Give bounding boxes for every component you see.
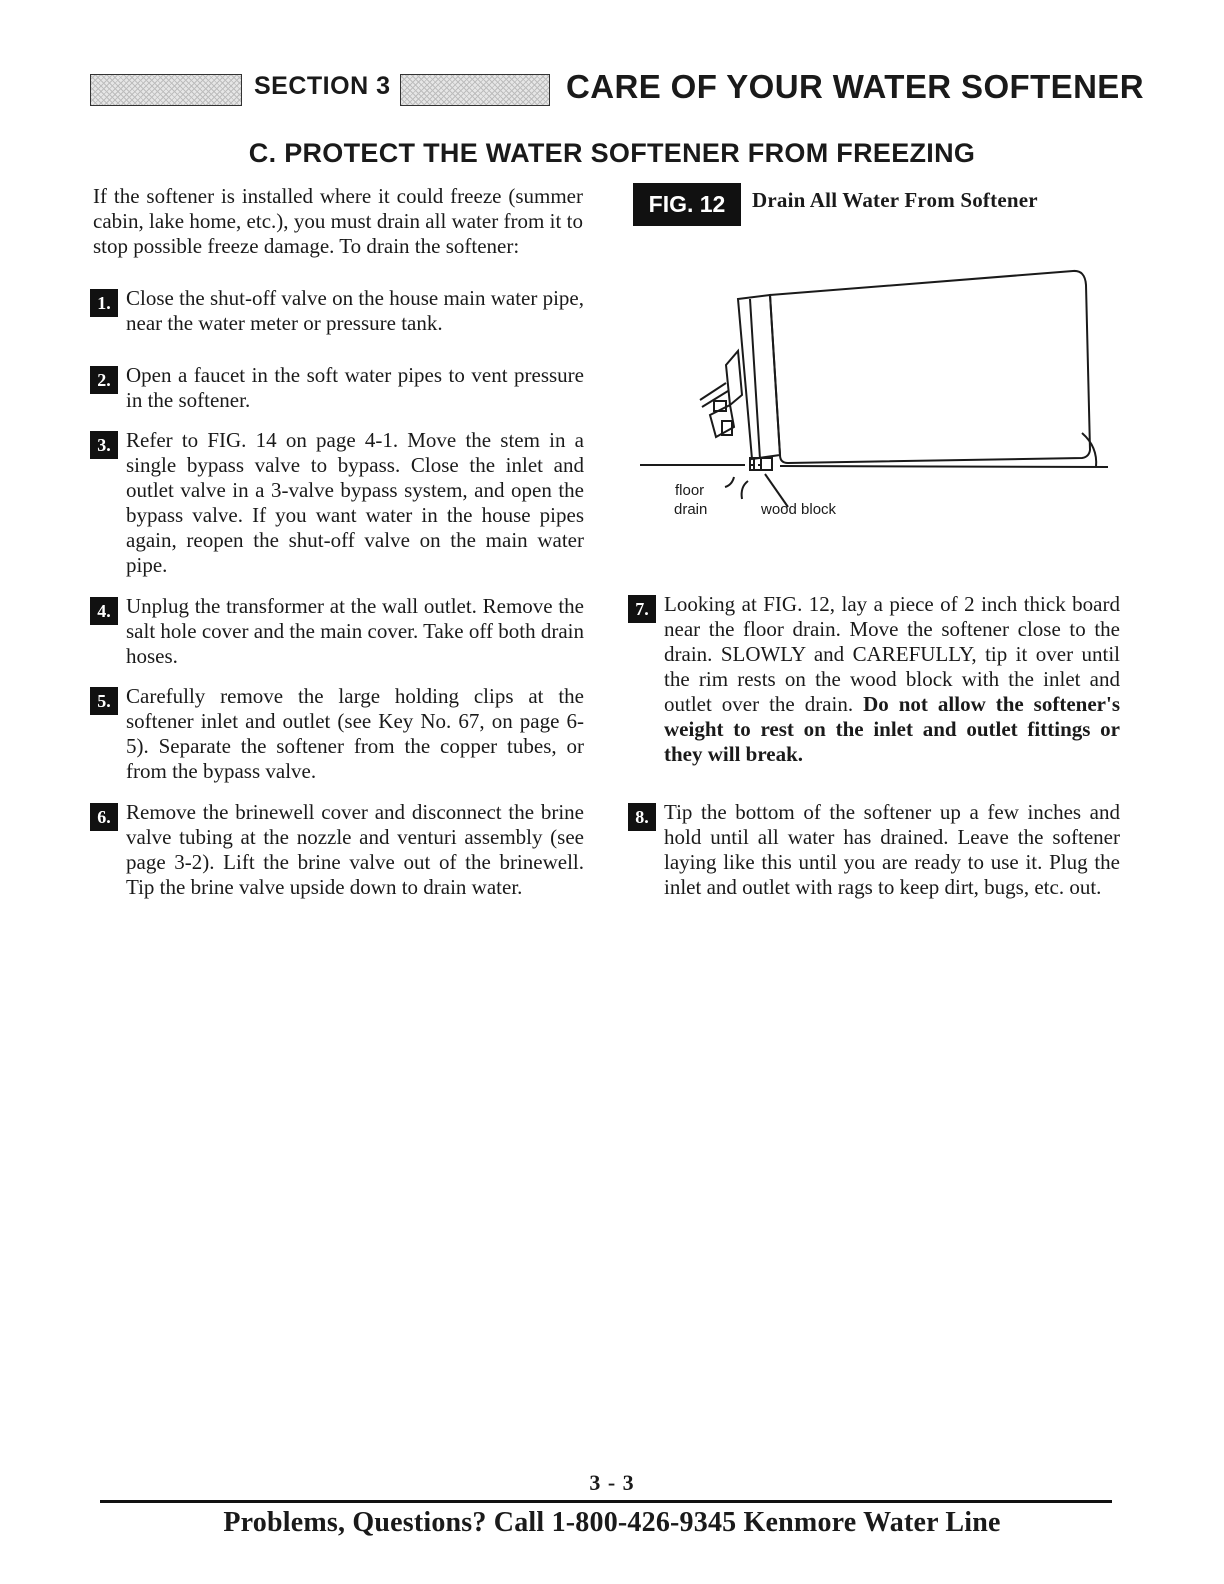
step-number: 6. — [90, 803, 118, 831]
step-number: 2. — [90, 366, 118, 394]
step-text: Refer to FIG. 14 on page 4-1. Move the stem in a single bypass valve to bypass. Close the inlet and outlet valve in a 3-valve bypass system, and open the bypass valve. If you want water in the house pipes again, reopen the shut-off valve on the main water pipe. — [126, 428, 584, 577]
intro-paragraph: If the softener is installed where it could freeze (summer cabin, lake home, etc.), you must drain all water from it to stop possible freeze damage. To drain the softener: — [93, 184, 583, 258]
step-number: 7. — [628, 595, 656, 623]
step-number: 1. — [90, 289, 118, 317]
step-text: Open a faucet in the soft water pipes to vent pressure in the softener. — [126, 363, 584, 412]
softener-tank — [770, 271, 1090, 463]
step-text: Carefully remove the large holding clips at the softener inlet and outlet (see Key No. 67, on page 6-5). Separate the softener from the copper tubes, or from the bypass valve. — [126, 684, 584, 783]
step-number: 5. — [90, 687, 118, 715]
step-number: 8. — [628, 803, 656, 831]
header-hatch-left — [90, 74, 242, 106]
drain-label: drain — [674, 501, 708, 518]
page-title: CARE OF YOUR WATER SOFTENER — [566, 68, 1144, 105]
step-text: Unplug the transformer at the wall outlet. Remove the salt hole cover and the main cover. Take off both drain hoses. — [126, 594, 584, 668]
section-label: SECTION 3 — [254, 72, 391, 100]
step-7-text: Looking at FIG. 12, lay a piece of 2 inch thick board near the floor drain. Move the softener close to the drain. SLOWLY and CAREFULLY, tip it over until the rim rests on the wood block with the inlet and outlet over the drain. — [664, 592, 1120, 716]
step-number: 4. — [90, 597, 118, 625]
header-hatch-right — [400, 74, 550, 106]
figure-badge: FIG. 12 — [633, 183, 741, 226]
softener-draining-diagram — [630, 255, 1130, 535]
subsection-heading: C. PROTECT THE WATER SOFTENER FROM FREEZING — [248, 138, 976, 168]
footer-help-line: Problems, Questions? Call 1-800-426-9345 Kenmore Water Line — [223, 1507, 1001, 1538]
section-header — [90, 66, 1144, 112]
wood-block-label: wood block — [761, 501, 837, 518]
floor-label: floor — [675, 482, 705, 499]
step-text: Close the shut-off valve on the house main water pipe, near the water meter or pressure tank. — [126, 286, 585, 335]
step-text: Remove the brinewell cover and disconnect the brine valve tubing at the nozzle and venturi assembly (see page 3-2). Lift the brine valve out of the brinewell. Tip the brine valve upside down to drain water. — [126, 800, 584, 899]
floor-line-right — [780, 466, 1108, 467]
step-text: Tip the bottom of the softener up a few inches and hold until all water has drained. Leave the softener laying like this until you are ready to use it. Plug the inlet and outlet with rags to keep dirt, bugs, etc. out. — [664, 800, 1120, 899]
step-number: 3. — [90, 431, 118, 459]
step-7-warning: Do not allow the softener's weight to rest on the inlet and outlet fittings or they will break. — [664, 692, 1120, 766]
figure-caption: Drain All Water From Softener — [752, 188, 1038, 212]
step-text — [664, 592, 1120, 767]
footer-rule — [100, 1500, 1112, 1503]
page-number: 3 - 3 — [589, 1470, 635, 1495]
